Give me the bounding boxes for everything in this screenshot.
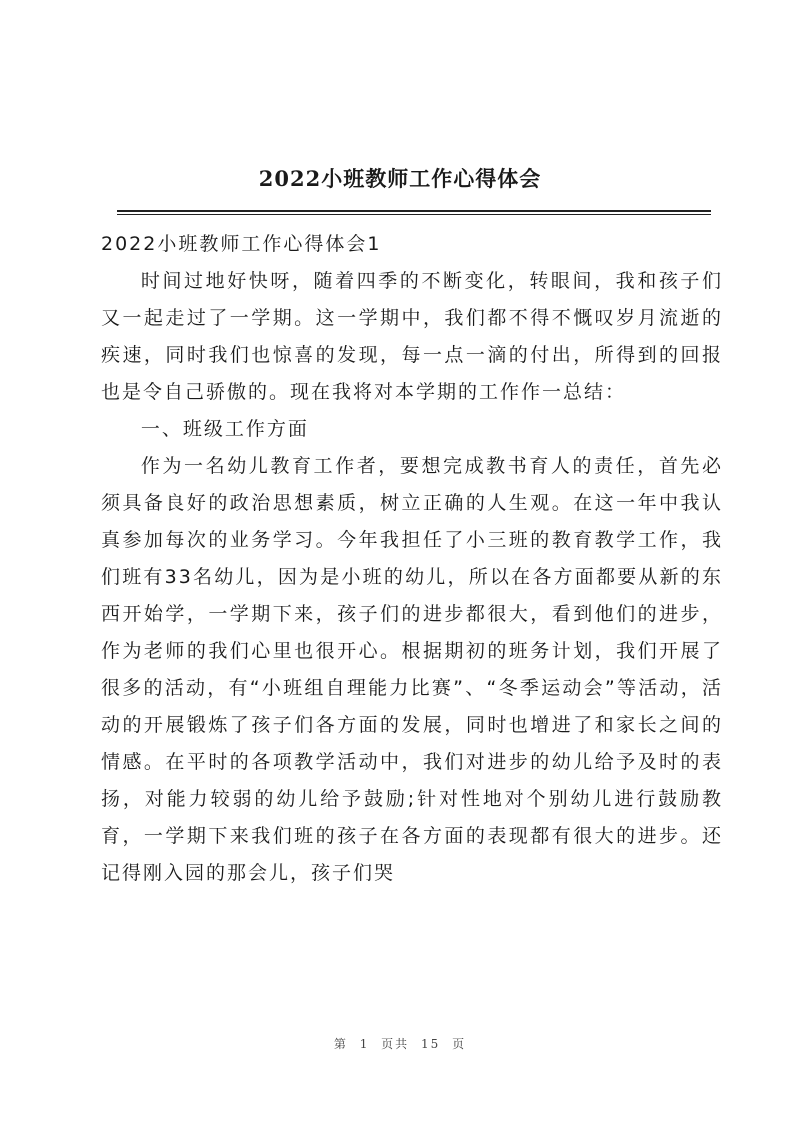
section-heading: 2022小班教师工作心得体会1: [101, 233, 382, 255]
document-body: [101, 226, 723, 892]
section-heading-class-work: 一、班级工作方面: [140, 418, 309, 440]
page-number-footer: 第 1 页共 15 页: [333, 1037, 467, 1051]
document-title: 2022小班教师工作心得体会: [258, 166, 542, 191]
paragraph-intro: 时间过地好快呀，随着四季的不断变化，转眼间，我和孩子们又一起走过了一学期。这一学期中，我们都不得不慨叹岁月流逝的疾速，同时我们也惊喜的发现，每一点一滴的付出，所得到的回报也是令自己骄傲的。现在我将对本学期的工作作一总结：: [101, 270, 723, 403]
paragraph-class-work: 作为一名幼儿教育工作者，要想完成教书育人的责任，首先必须具备良好的政治思想素质，树立正确的人生观。在这一年中我认真参加每次的业务学习。今年我担任了小三班的教育教学工作，我们班有33名幼儿，因为是小班的幼儿，所以在各方面都要从新的东西开始学，一学期下来，孩子们的进步都很大，看到他们的进步，作为老师的我们心里也很开心。根据期初的班务计划，我们开展了很多的活动，有“小班组自理能力比赛”、“冬季运动会”等活动，活动的开展锻炼了孩子们各方面的发展，同时也增进了和家长之间的情感。在平时的各项教学活动中，我们对进步的幼儿给予及时的表扬，对能力较弱的幼儿给予鼓励;针对性地对个别幼儿进行鼓励教育，一学期下来我们班的孩子在各方面的表现都有很大的进步。还记得刚入园的那会儿，孩子们哭: [101, 455, 723, 884]
title-divider: [117, 210, 711, 215]
